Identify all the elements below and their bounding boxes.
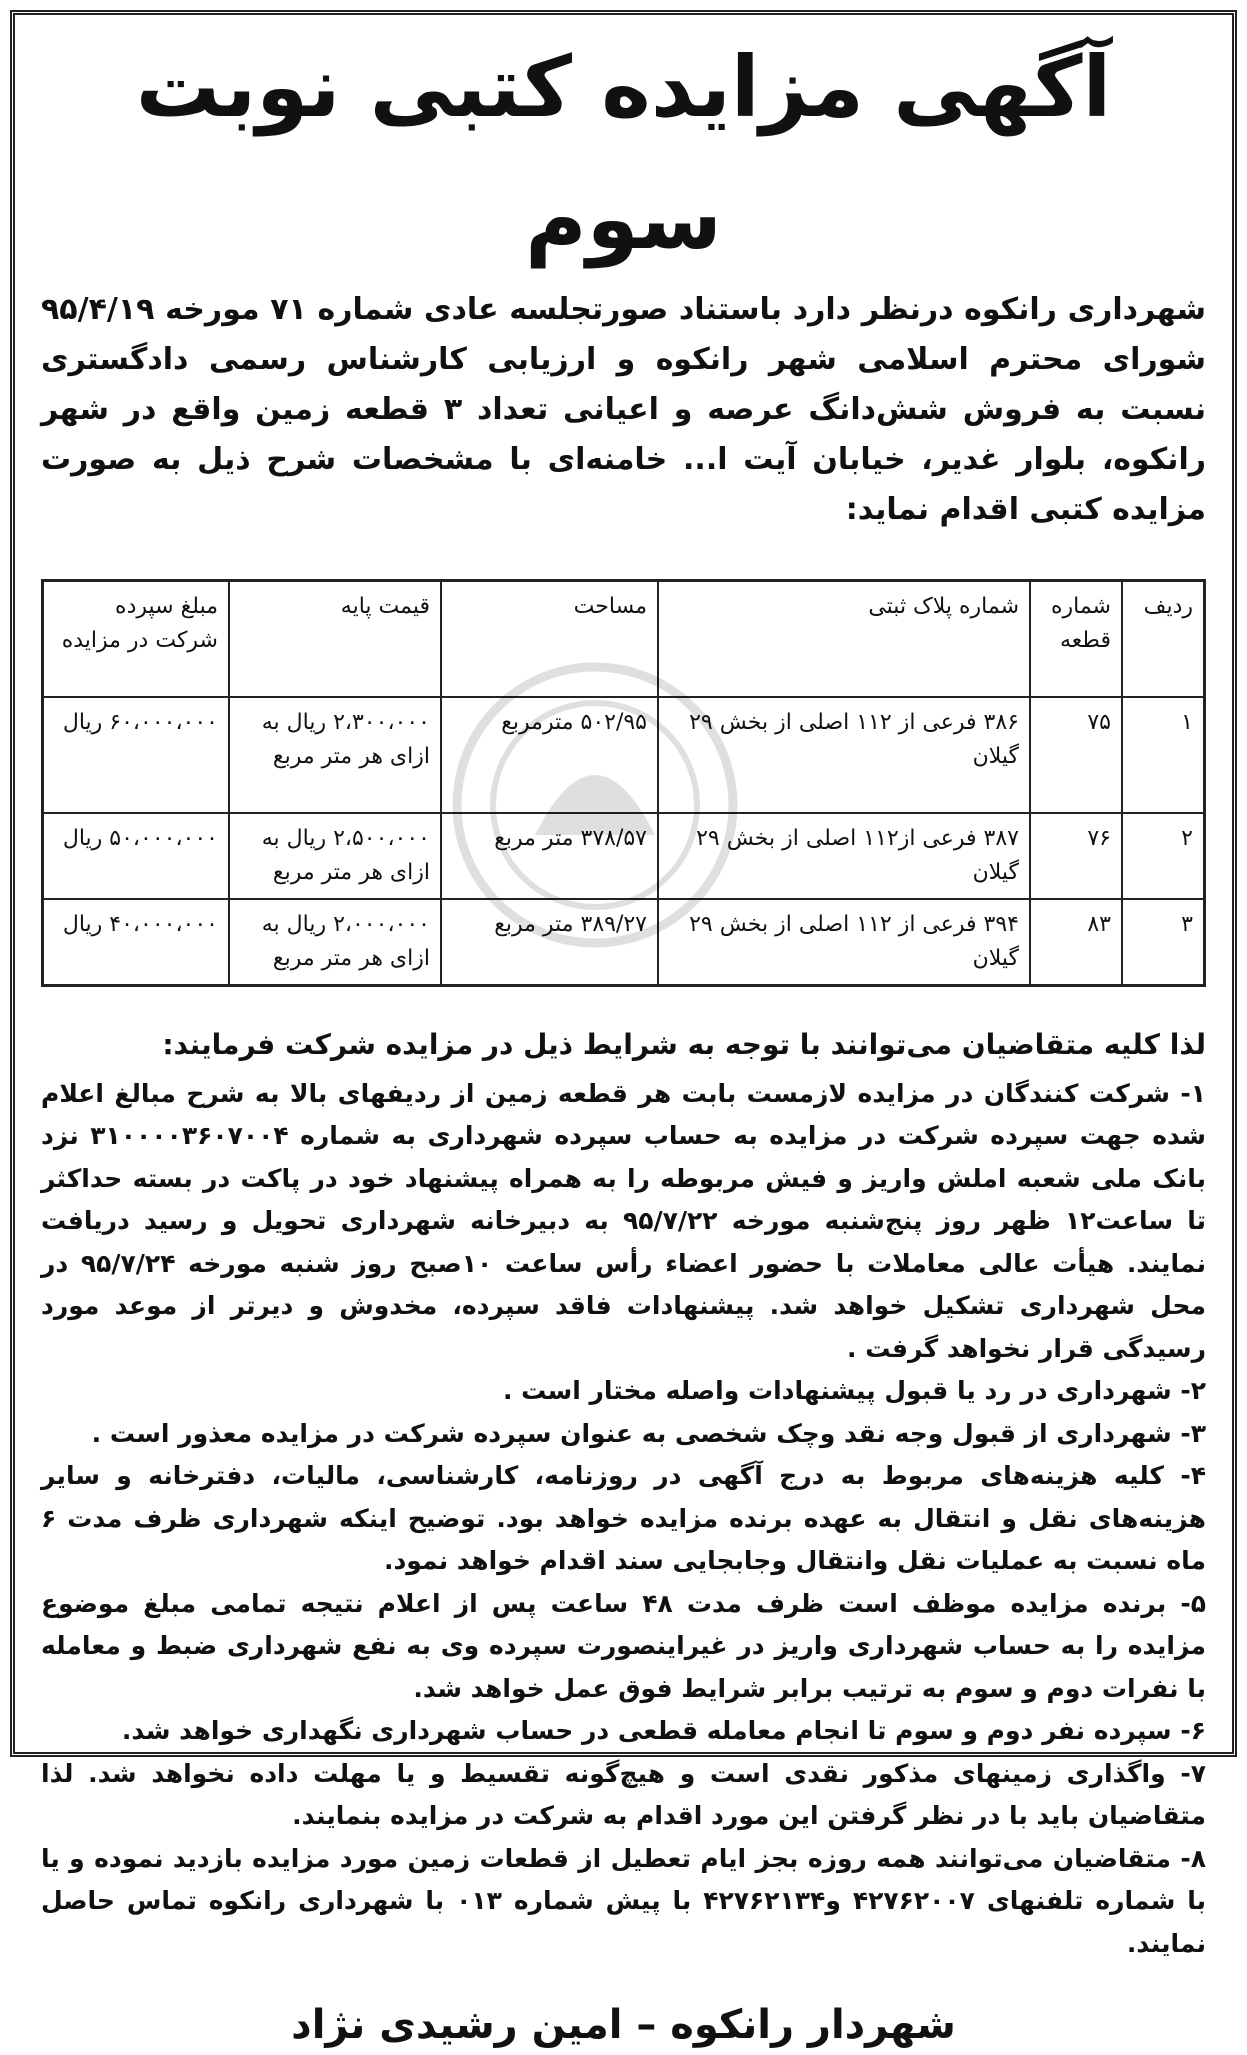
notice-title: آگهی مزایده کتبی نوبت سوم bbox=[135, 38, 1112, 268]
cell-row-number: ۳ bbox=[1122, 899, 1205, 986]
header-base-price: قیمت پایه bbox=[229, 581, 441, 697]
cell-row-number: ۲ bbox=[1122, 813, 1205, 899]
header-deposit: مبلغ سپرده شرکت در مزایده bbox=[43, 581, 230, 697]
cell-base-price: ۲،۰۰۰،۰۰۰ ریال به ازای هر متر مربع bbox=[229, 899, 441, 986]
cell-deposit: ۶۰،۰۰۰،۰۰۰ ریال bbox=[43, 697, 230, 813]
table-row bbox=[43, 813, 1205, 899]
cell-area: ۳۷۸/۵۷ متر مربع bbox=[441, 813, 658, 899]
table-row bbox=[43, 899, 1205, 986]
condition-item: ۵- برنده مزایده موظف است ظرف مدت ۴۸ ساعت پس از اعلام نتیجه تمامی مبلغ موضوع مزایده را به حساب شهرداری واریز در غیراینصورت سپرده وی به نفع شهرداری ضبط و معامله با نفرات دوم و سوم به ترتیب برابر شرایط فوق عمل خواهد شد. bbox=[41, 1588, 1206, 1703]
cell-plate-number: ۳۸۷ فرعی از۱۱۲ اصلی از بخش ۲۹ گیلان bbox=[658, 813, 1030, 899]
table-row bbox=[43, 697, 1205, 813]
header-lot-number: شماره قطعه bbox=[1030, 581, 1122, 697]
header-area: مساحت bbox=[441, 581, 658, 697]
condition-item: ۴- کلیه هزینه‌های مربوط به درج آگهی در روزنامه، کارشناسی، مالیات، دفترخانه و سایر هزینه‌های نقل و انتقال به عهده برنده مزایده خواهد بود. توضیح اینکه شهرداری ظرف مدت ۶ ماه نسبت به عملیات نقل وانتقال وجابجایی سند اقدام خواهد نمود. bbox=[41, 1461, 1206, 1575]
cell-base-price: ۲،۵۰۰،۰۰۰ ریال به ازای هر متر مربع bbox=[229, 813, 441, 899]
cell-plate-number: ۳۸۶ فرعی از ۱۱۲ اصلی از بخش ۲۹ گیلان bbox=[658, 697, 1030, 813]
cell-plate-number: ۳۹۴ فرعی از ۱۱۲ اصلی از بخش ۲۹ گیلان bbox=[658, 899, 1030, 986]
cell-row-number: ۱ bbox=[1122, 697, 1205, 813]
cell-area: ۳۸۹/۲۷ متر مربع bbox=[441, 899, 658, 986]
table-header-row bbox=[43, 581, 1205, 697]
cell-lot-number: ۷۶ bbox=[1030, 813, 1122, 899]
cell-base-price: ۲،۳۰۰،۰۰۰ ریال به ازای هر متر مربع bbox=[229, 697, 441, 813]
header-plate-number: شماره پلاک ثبتی bbox=[658, 581, 1030, 697]
cell-lot-number: ۸۳ bbox=[1030, 899, 1122, 986]
header-row-number: ردیف bbox=[1122, 581, 1205, 697]
condition-item: ۳- شهرداری از قبول وجه نقد وچک شخصی به عنوان سپرده شرکت در مزایده معذور است . bbox=[91, 1418, 1206, 1448]
mayor-signature: شهردار رانکوه – امین رشیدی نژاد bbox=[291, 2002, 956, 2048]
cell-deposit: ۵۰،۰۰۰،۰۰۰ ریال bbox=[43, 813, 230, 899]
condition-item: ۲- شهرداری در رد یا قبول پیشنهادات واصله مختار است . bbox=[502, 1376, 1206, 1405]
condition-item: ۸- متقاضیان می‌توانند همه روزه بجز ایام تعطیل از قطعات زمین مورد مزایده بازدید نموده و یا با شماره تلفنهای ۴۲۷۶۲۰۰۷ و۴۲۷۶۲۱۳۴ با پیش شماره ۰۱۳ با شهرداری رانکوه تماس حاصل نمایند. bbox=[41, 1843, 1206, 1958]
invite-heading: لذا کلیه متقاضیان می‌توانند با توجه به شرایط ذیل در مزایده شرکت فرمایند: bbox=[162, 1027, 1206, 1061]
cell-area: ۵۰۲/۹۵ مترمربع bbox=[441, 697, 658, 813]
condition-item: ۷- واگذاری زمینهای مذکور نقدی است و هیچ‌گونه تقسیط و یا مهلت داده نخواهد شد. لذا متقاضیان باید با در نظر گرفتن این مورد اقدام به شرکت در مزایده بنمایند. bbox=[41, 1758, 1206, 1830]
cell-deposit: ۴۰،۰۰۰،۰۰۰ ریال bbox=[43, 899, 230, 986]
cell-lot-number: ۷۵ bbox=[1030, 697, 1122, 813]
condition-item: ۱- شرکت کنندگان در مزایده لازمست بابت هر قطعه زمین از ردیفهای بالا به شرح مبالغ اعلام شده جهت سپرده شرکت در مزایده به حساب سپرده شهرداری به شماره ۳۱۰۰۰۰۳۶۰۷۰۰۴ نزد بانک ملی شعبه املش واریز و فیش مربوطه را به همراه پیشنهاد خود در پاکت در بسته حداکثر تا ساعت۱۲ ظهر روز پنج‌شنبه مورخه ۹۵/۷/۲۲ به دبیرخانه شهرداری تحویل و رسید دریافت نمایند. هیأت عالی معاملات با حضور اعضاء رأس ساعت ۱۰صبح روز شنبه مورخه ۹۵/۷/۲۴ در محل شهرداری تشکیل خواهد شد. پیشنهادات فاقد سپرده، مخدوش و دیرتر از موعد مورد رسیدگی قرار نخواهد گرفت . bbox=[41, 1078, 1207, 1363]
condition-item: ۶- سپرده نفر دوم و سوم تا انجام معامله قطعی در حساب شهرداری نگهداری خواهد شد. bbox=[121, 1716, 1206, 1745]
conditions-list bbox=[41, 1073, 1206, 1966]
notice-page bbox=[10, 10, 1237, 2048]
intro-paragraph: شهرداری رانکوه درنظر دارد باستناد صورتجلسه عادی شماره ۷۱ مورخه ۹۵/۴/۱۹ شورای محترم اسلامی شهر رانکوه و ارزیابی کارشناس رسمی دادگستری نسبت به فروش شش‌دانگ عرصه و اعیانی تعداد ۳ قطعه زمین واقع در شهر رانکوه، بلوار غدیر، خیابان آیت ا... خامنه‌ای با مشخصات شرح ذیل به صورت مزایده کتبی اقدام نماید: bbox=[41, 292, 1206, 527]
lots-table bbox=[41, 579, 1206, 987]
